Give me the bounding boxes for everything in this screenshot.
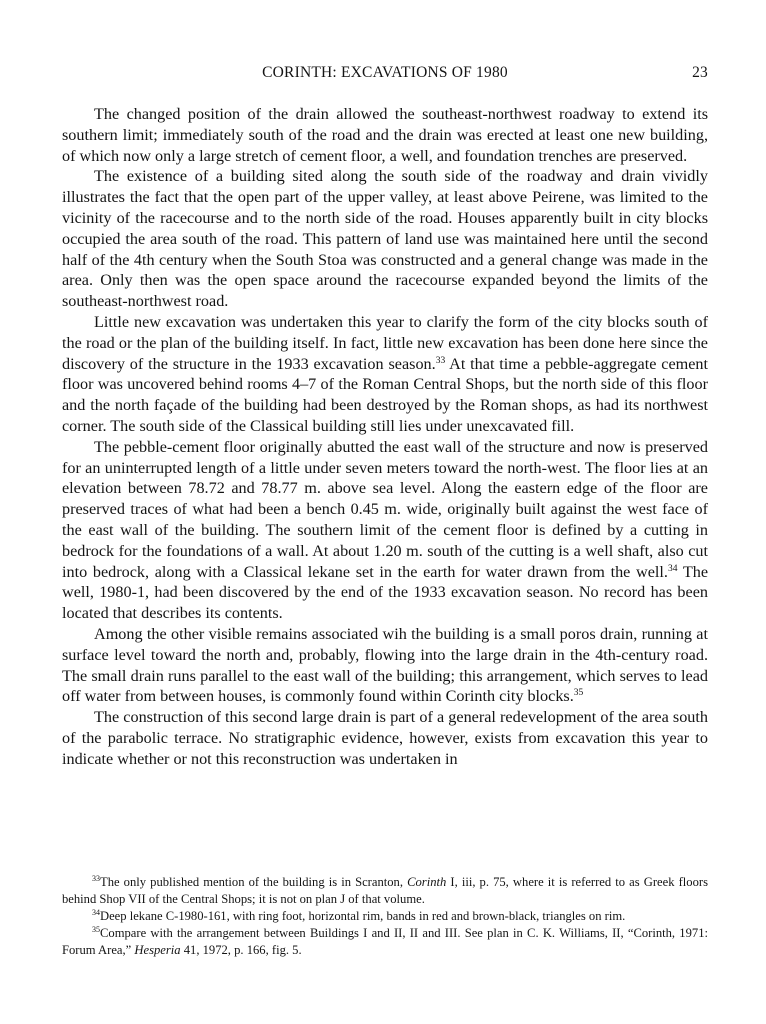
paragraph: The construction of this second large drain is part of a general redevelopment of the area south of the parabolic terrace. No stratigraphic evidence, however, exists from excavation this year to indicate whether or not this reconstruction was undertaken in <box>62 708 708 768</box>
footnote: $^{34}$Deep lekane C-1980-161, with ring foot, horizontal rim, bands in red and brown-black, triangles on rim. <box>92 908 626 923</box>
footnote-number: 35 <box>92 925 100 934</box>
paragraph: The changed position of the drain allowed the southeast-northwest roadway to extend its southern limit; immediately south of the road and the drain was erected at least one new building, of which now only a large stretch of cement floor, a well, and foundation trenches are preserved. <box>62 105 708 165</box>
footnote-ref[interactable]: 34 <box>667 563 678 574</box>
footnote: $^{33}$The only published mention of the building is in Scranton, Corinth I, iii, p. 75, where it is referred to as Greek floors behind Shop VII of the Central Shops; it is not on plan J of that volume. <box>62 874 708 906</box>
footnotes <box>62 874 708 959</box>
paragraph: Little new excavation was undertaken this year to clarify the form of the city blocks south of the road or the plan of the building itself. In fact, little new excavation has been done here since the discovery of the structure in the 1933 excavation season.$^{33}$ At that time a pebble-aggregate cement floor was uncovered behind rooms 4–7 of the Roman Central Shops, but the north side of this floor and the north façade of the building had been destroyed by the Roman shops, as had its northwest corner. The south side of the Classical building still lies under unexcavated fill. <box>62 312 708 435</box>
footnote-ref[interactable]: 35 <box>573 688 584 699</box>
footnote-ref[interactable]: 33 <box>435 355 446 366</box>
body-text <box>62 104 708 770</box>
running-title: CORINTH: EXCAVATIONS OF 1980 <box>262 64 508 81</box>
footnote-number: 34 <box>92 908 100 917</box>
running-header <box>62 64 708 88</box>
paragraph: Among the other visible remains associated wih the building is a small poros drain, running at surface level toward the north and, probably, flowing into the large drain in the 4th-century road. The small drain runs parallel to the east wall of the building; this arrangement, which serves to lead off water from between houses, is commonly found within Corinth city blocks.$^{35}$ <box>62 624 708 706</box>
footnote: $^{35}$Compare with the arrangement between Buildings I and II, II and III. See plan in C. K. Williams, II, “Corinth, 1971: Forum Area,” Hesperia 41, 1972, p. 166, fig. 5. <box>62 925 708 957</box>
page-number: 23 <box>692 64 708 81</box>
footnote-number: 33 <box>92 874 100 883</box>
page <box>62 64 708 770</box>
paragraph: The existence of a building sited along the south side of the roadway and drain vividly illustrates the fact that the open part of the upper valley, at least above Peirene, was limited to the vicinity of the racecourse and to the north side of the road. Houses apparently built in city blocks occupied the area south of the road. This pattern of land use was maintained here until the second half of the 4th century when the South Stoa was constructed and a general change was made in the area. Only then was the open space around the racecourse expanded beyond the limits of the southeast-northwest road. <box>62 167 708 311</box>
paragraph: The pebble-cement floor originally abutted the east wall of the structure and now is preserved for an uninterrupted length of a little under seven meters toward the north-west. The floor lies at an elevation between 78.72 and 78.77 m. above sea level. Along the eastern edge of the floor are preserved traces of what had been a bench 0.45 m. wide, originally built against the west face of the east wall of the building. The southern limit of the cement floor is defined by a cutting in bedrock for the foundations of a wall. At about 1.20 m. south of the cutting is a well shaft, also cut into bedrock, along with a Classical lekane set in the earth for water drawn from the well.$^{34}$ The well, 1980-1, had been discovered by the end of the 1933 excavation season. No record has been located that describes its contents. <box>62 437 709 623</box>
